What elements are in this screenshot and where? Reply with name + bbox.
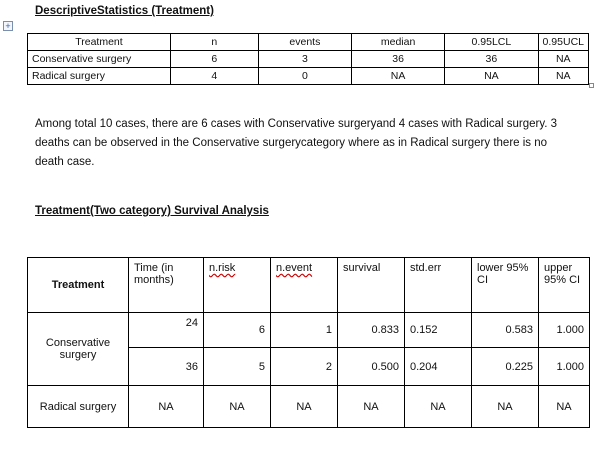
col-header-events: events — [258, 34, 351, 51]
cell-nrisk: 5 — [204, 348, 271, 386]
col-header-time: Time (in months) — [129, 258, 204, 313]
table-header-row — [28, 258, 590, 313]
cell-upper: 1.000 — [539, 348, 590, 386]
col-header-survival: survival — [338, 258, 405, 313]
table-move-handle-icon[interactable]: + — [3, 21, 13, 31]
col-header-lcl: 0.95LCL — [445, 34, 538, 51]
cell-lower: NA — [472, 386, 539, 428]
table-header-row — [28, 34, 589, 51]
cell-stderr: 0.152 — [405, 313, 472, 348]
cell-lcl: NA — [445, 68, 538, 85]
table-row — [28, 51, 589, 68]
table-resize-handle[interactable] — [589, 83, 594, 88]
cell-treatment: Radical surgery — [28, 386, 129, 428]
cell-ucl: NA — [538, 51, 588, 68]
col-header-nrisk — [204, 258, 271, 313]
cell-n: 6 — [170, 51, 258, 68]
cell-time: 24 — [129, 313, 204, 348]
cell-survival: 0.500 — [338, 348, 405, 386]
cell-lower: 0.225 — [472, 348, 539, 386]
nrisk-label: n.risk — [209, 262, 236, 274]
col-header-stderr: std.err — [405, 258, 472, 313]
col-header-upper: upper 95% CI — [539, 258, 590, 313]
cell-nrisk: NA — [204, 386, 271, 428]
cell-events: 3 — [258, 51, 351, 68]
cell-time: 36 — [129, 348, 204, 386]
cell-stderr: 0.204 — [405, 348, 472, 386]
nevent-label: n.event — [276, 262, 313, 274]
cell-time: NA — [129, 386, 204, 428]
col-header-lower: lower 95% CI — [472, 258, 539, 313]
cell-median: NA — [351, 68, 444, 85]
cell-survival: NA — [338, 386, 405, 428]
cell-lower: 0.583 — [472, 313, 539, 348]
cell-treatment: Radical surgery — [28, 68, 171, 85]
cell-lcl: 36 — [445, 51, 538, 68]
col-header-treatment: Treatment — [28, 258, 129, 313]
col-header-nevent — [271, 258, 338, 313]
cell-nrisk: 6 — [204, 313, 271, 348]
descriptive-statistics-heading: DescriptiveStatistics (Treatment) — [35, 5, 214, 17]
cell-nevent: 2 — [271, 348, 338, 386]
table-row — [28, 313, 590, 348]
cell-nevent: 1 — [271, 313, 338, 348]
cell-median: 36 — [351, 51, 444, 68]
cell-treatment: Conservative surgery — [28, 313, 129, 386]
cell-treatment: Conservative surgery — [28, 51, 171, 68]
summary-paragraph: Among total 10 cases, there are 6 cases with Conservative surgeryand 4 cases with Radical surgery. 3 deaths can be observed in the Conservative surgerycategory where as in Radical surgery there is no death case. — [35, 118, 558, 168]
col-header-n: n — [170, 34, 258, 51]
cell-upper: NA — [539, 386, 590, 428]
cell-survival: 0.833 — [338, 313, 405, 348]
descriptive-statistics-table — [27, 33, 589, 85]
table-row — [28, 68, 589, 85]
cell-nevent: NA — [271, 386, 338, 428]
cell-n: 4 — [170, 68, 258, 85]
col-header-median: median — [351, 34, 444, 51]
cell-events: 0 — [258, 68, 351, 85]
table-row — [28, 386, 590, 428]
col-header-ucl: 0.95UCL — [538, 34, 588, 51]
cell-upper: 1.000 — [539, 313, 590, 348]
col-header-treatment: Treatment — [28, 34, 171, 51]
cell-ucl: NA — [538, 68, 588, 85]
survival-analysis-heading: Treatment(Two category) Survival Analysis — [35, 205, 269, 217]
cell-stderr: NA — [405, 386, 472, 428]
survival-analysis-table — [27, 257, 590, 428]
